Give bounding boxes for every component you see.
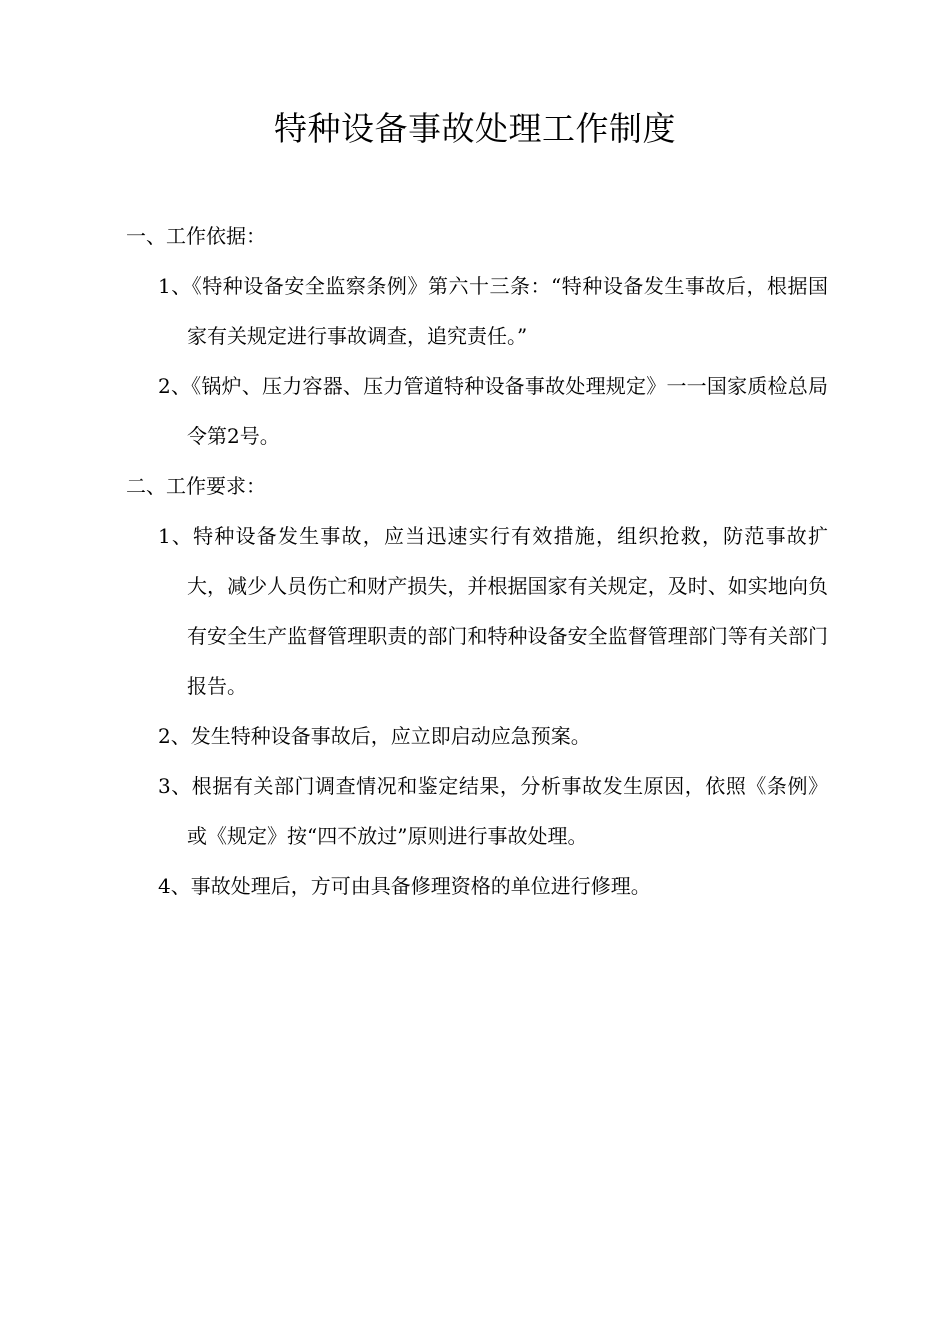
basis-item-1: 1、《特种设备安全监察条例》第六十三条：“特种设备发生事故后，根据国家有关规定进行事故调查，追究责任。” [158, 274, 828, 348]
document-body [0, 211, 950, 911]
requirement-item-4: 4、事故处理后，方可由具备修理资格的单位进行修理。 [158, 874, 651, 898]
requirement-item-1: 1、特种设备发生事故，应当迅速实行有效措施，组织抢救，防范事故扩大，减少人员伤亡和财产损失，并根据国家有关规定，及时、如实地向负有安全生产监督管理职责的部门和特种设备安全监督管理部门等有关部门报告。 [158, 524, 828, 698]
requirement-item-3: 3、根据有关部门调查情况和鉴定结果，分析事故发生原因，依照《条例》或《规定》按“四不放过”原则进行事故处理。 [158, 774, 828, 848]
basis-item-2: 2、《锅炉、压力容器、压力管道特种设备事故处理规定》一一国家质检总局令第2号。 [158, 374, 828, 448]
document-title: 特种设备事故处理工作制度 [274, 109, 676, 148]
section-heading-basis: 一、工作依据： [126, 224, 266, 248]
requirement-item-2: 2、发生特种设备事故后，应立即启动应急预案。 [158, 724, 591, 748]
section-heading-requirements: 二、工作要求： [126, 474, 266, 498]
